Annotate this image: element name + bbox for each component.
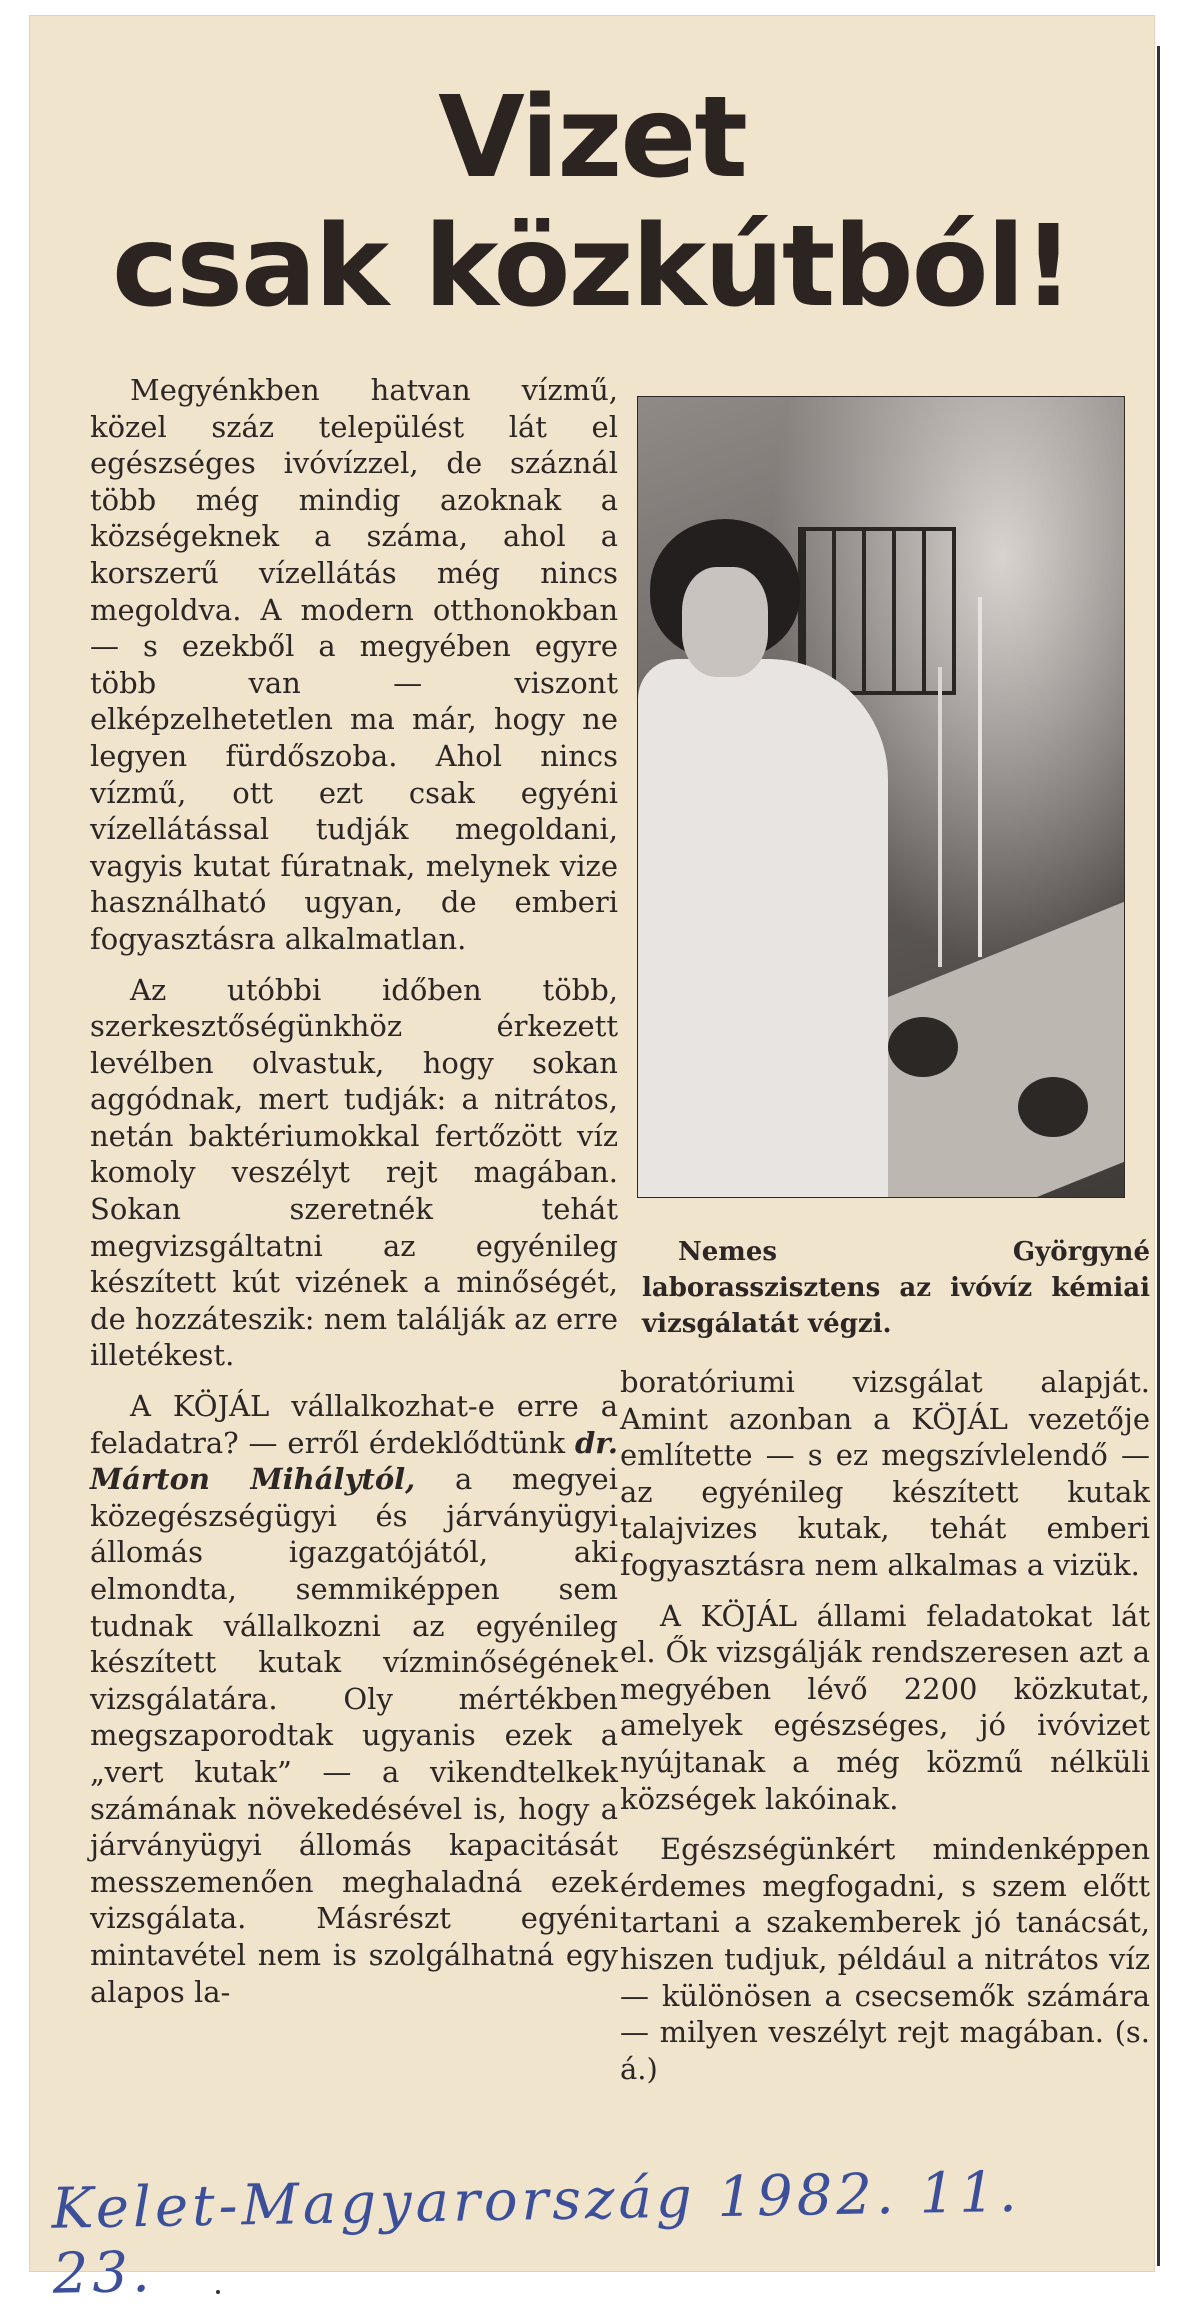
article-paragraph-3 (90, 1388, 618, 2010)
newspaper-clipping (30, 16, 1154, 2271)
article-right-column (620, 1364, 1150, 2101)
article-left-column (90, 372, 618, 2024)
headline-line-1: Vizet (438, 73, 746, 203)
article-paragraph-1: Megyénkben hatvan vízmű, közel száz települést lát el egészséges ivóvízzel, de száznál több még mindig azoknak a községeknek a száma, ahol a korszerű vízellátás még nincs megoldva. A modern otthonokban — s ezekből a megyében egyre több van — viszont elképzelhetetlen ma már, hogy ne legyen fürdőszoba. Ahol nincs vízmű, ott ezt csak egyéni vízellátással tudják megoldani, vagyis kutat fúratnak, melynek vize használható ugyan, de emberi fogyasztásra alkalmatlan. (90, 373, 618, 956)
photo-caption: Nemes Györgyné laborasszisztens az ivóvíz kémiai vizsgálatát végzi. (642, 1237, 1150, 1339)
headline-line-2: csak közkútból! (111, 202, 1073, 332)
interviewee-name: dr. Márton Mihálytól, (90, 1425, 618, 1497)
handwritten-source-note: Kelet-Magyarország 1982. 11. 23. (50, 2159, 1022, 2307)
article-paragraph-5: A KÖJÁL állami feladatokat lát el. Ők vizsgálják rendszeresen azt a megyében lévő 2200 közkutat, amelyek egészséges, jó ivóvizet nyújtanak a még közmű nélküli községek lakóinak. (620, 1598, 1150, 1816)
article-paragraph-2: Az utóbbi időben több, szerkesztőségünkhöz érkezett levélben olvastuk, hogy sokan aggódnak, mert tudják: a nitrátos, netán baktériumokkal fertőzött víz komoly veszélyt rejt magában. Sokan szeretnék tehát megvizsgáltatni az egyénileg készített kút vizének a minőségét, de hozzáteszik: nem találják az erre illetékest. (90, 972, 618, 1373)
paragraph-3-rest: a megyei közegészségügyi és járványügyi állomás igazgatójától, aki elmondta, semmiképpen sem tudnak vállalkozni az egyénileg készített kutak vízminőségének vizsgálatára. Oly mértékben megszaporodtak ugyanis ezek a „vert kutak” — a vikendtelkek számának növekedésével is, hogy a járványügyi állomás kapacitását messzemenően meghaladná ezek vizsgálata. Másrészt egyéni mintavétel nem is szolgálhatná egy alapos la- (90, 1462, 618, 2009)
article-paragraph-6: Egészségünkért mindenképpen érdemes megfogadni, s szem előtt tartani a szakemberek jó tanácsát, hiszen tudjuk, például a nitrátos víz — különösen a csecsemők számára — milyen veszélyt rejt magában. (s. á.) (620, 1832, 1150, 2086)
article-paragraph-4: boratóriumi vizsgálat alapját. Amint azonban a KÖJÁL vezetője említette — s ez megszívlelendő — az egyénileg készített kutak talajvizes kutak, tehát emberi fogyasztásra nem alkalmas a vizük. (620, 1365, 1150, 1582)
paragraph-3-start: A KÖJÁL vállalkozhat-e erre a feladatra? — erről érdeklődtünk (90, 1389, 618, 1460)
lab-assistant-photo (637, 396, 1125, 1198)
